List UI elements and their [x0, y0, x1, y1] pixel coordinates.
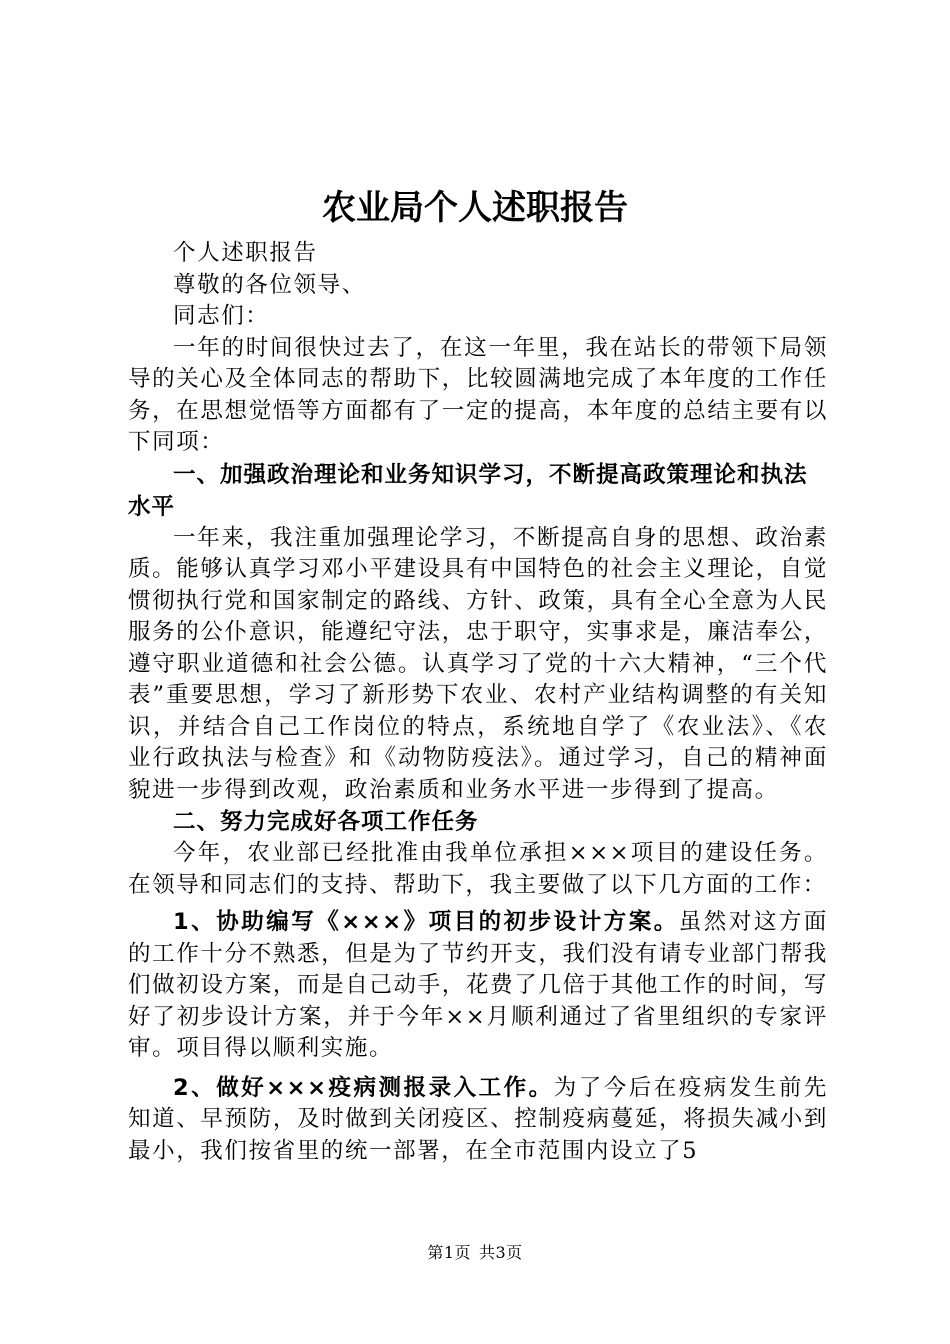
section-2-item-1: [128, 907, 828, 1065]
section-2-item-2-lead: 2、做好×××疫病测报录入工作。: [173, 1074, 554, 1101]
section-1-heading: 一、加强政治理论和业务知识学习，不断提高政策理论和执法水平: [128, 461, 808, 520]
page-number: 第1页: [427, 1243, 471, 1262]
document-body: [128, 238, 828, 1167]
section-2-item-2-text: 为了今后在疫病发生前先知道、早预防，及时做到关闭疫区、控制疫病蔓延，将损失减小到最小，我们按省里的统一部署，在全市范围内设立了5: [128, 1074, 828, 1164]
paragraph-gap: [128, 1065, 828, 1073]
section-1-text: 一年来，我注重加强理论学习，不断提高自身的思想、政治素质。能够认真学习邓小平建设具有中国特色的社会主义理论，自觉惯彻执行党和国家制定的路线、方针、政策，具有全心全意为人民服务的公仆意识，能遵纪守法，忠于职守，实事求是，廉洁奉公，遵守职业道德和社会公德。认真学习了党的十六大精神，“三个代表”重要思想，学习了新形势下农业、农村产业结构调整的有关知识，并结合自己工作岗位的特点，系统地自学了《农业法》、《农业行政执法与检查》和《动物防疫法》。通过学习，自己的精神面貌进一步得到改观，政治素质和业务水平进一步得到了提高。: [128, 524, 828, 803]
paragraph-report-name: 个人述职报告: [173, 240, 318, 266]
paragraph-salutation-2: 同志们：: [173, 303, 270, 329]
document-title: 农业局个人述职报告: [322, 188, 628, 228]
paragraph-intro: 一年的时间很快过去了，在这一年里，我在站长的带领下局领导的关心及全体同志的帮助下，比较圆满地完成了本年度的工作任务，在思想觉悟等方面都有了一定的提高，本年度的总结主要有以下同项：: [128, 334, 828, 455]
paragraph-salutation: 尊敬的各位领导、: [173, 271, 366, 298]
section-2-item-2: [128, 1073, 828, 1168]
page-footer: [0, 1242, 950, 1264]
page-total: 共3页: [479, 1243, 523, 1262]
section-2-heading: 二、努力完成好各项工作任务: [173, 809, 479, 835]
section-2-intro: 今年，农业部已经批准由我单位承担×××项目的建设任务。在领导和同志们的支持、帮助下，我主要做了以下几方面的工作：: [128, 840, 828, 898]
section-2-item-1-text: 虽然对这方面的工作十分不熟悉，但是为了节约开支，我们没有请专业部门帮我们做初设方案，而是自己动手，花费了几倍于其他工作的时间，写好了初步设计方案，并于今年××月顺利通过了省里组织的专家评审。项目得以顺利实施。: [128, 909, 828, 1061]
section-2-item-1-lead: 1、协助编写《×××》项目的初步设计方案。: [173, 909, 679, 935]
